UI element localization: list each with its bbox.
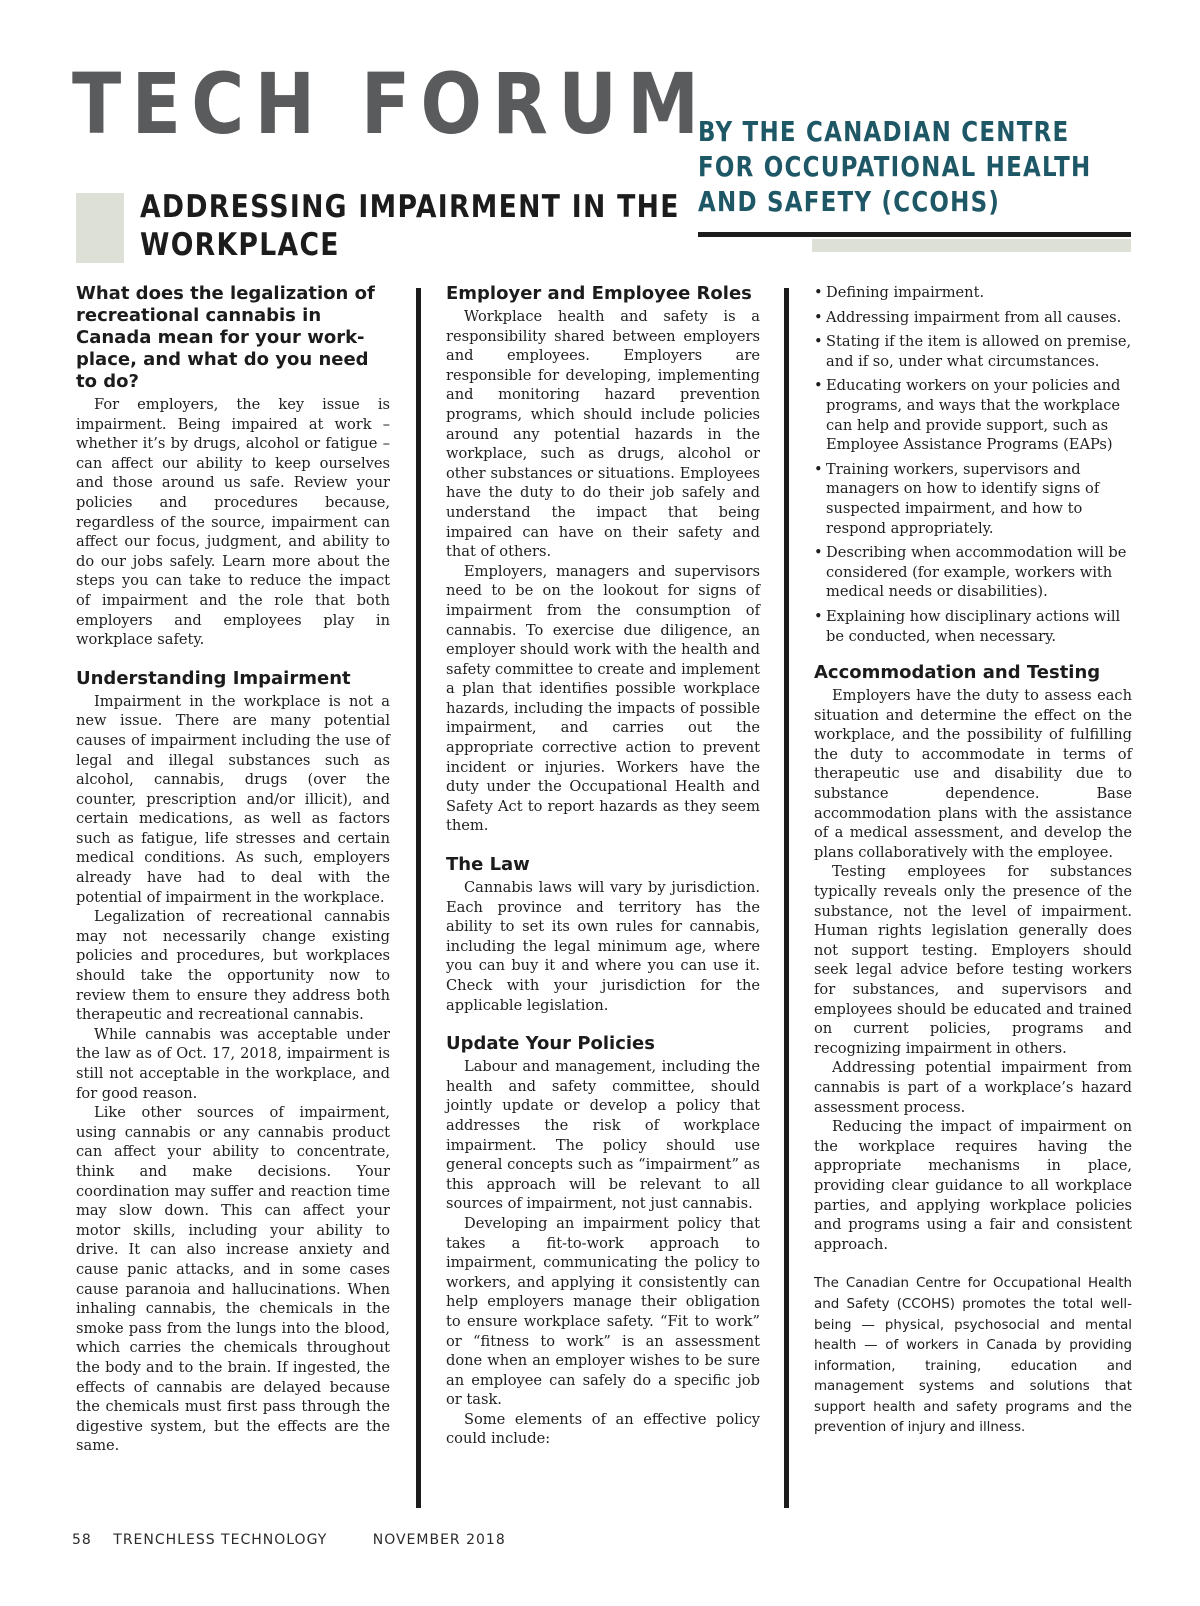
body-paragraph: Labour and management, including the health and safety committee, should jointly update or develop a policy that addresses the risk of workplace impairment. The policy should use general concepts such as “impairment” as this approach will be relevant to all sources of impairment, not just cannabis.: [446, 1058, 760, 1213]
title-accent-block: [76, 193, 124, 263]
list-item: • Stating if the item is allowed on premise, and if so, under what circumstances.: [814, 332, 1132, 371]
about-ccohs: The Canadian Centre for Occupational Health and Safety (CCOHS) promotes the total well-being — physical, psychosocial and mental health — of workers in Canada by providing information, training, education and management systems and solutions that support health and safety programs and the prevention of injury and illness.: [814, 1276, 1132, 1436]
body-paragraph: Workplace health and safety is a responsibility shared between employers and employees. Employers are responsible for developing, implementing and monitoring hazard prevention programs, which should include policies around any potential hazards in the workplace, such as drugs, alcohol or other substances or situations. Employees have the duty to do their job safely and understand the impact that being impaired can have on their safety and that of others.: [446, 308, 760, 561]
page-number: 58: [72, 1532, 92, 1548]
publication-name: TRENCHLESS TECHNOLOGY: [113, 1532, 328, 1548]
masthead: TECH FORUM: [72, 55, 710, 153]
intro-paragraph: For employers, the key issue is impairment. Being impaired at work – whether it’s by drugs, alcohol or fatigue – can affect our ability to keep ourselves and those around us safe. Review your policies and procedures because, regardless of the source, impairment can affect our focus, judgment, and ability to do our jobs safely. Learn more about the steps you can take to reduce the impact of impairment and the role that both employers and employees play in workplace safety.: [76, 396, 390, 649]
article-title-line: ADDRESSING IMPAIRMENT IN THE: [140, 189, 680, 225]
section-heading-update-your-policies: Update Your Policies: [446, 1033, 655, 1055]
byline-line: FOR OCCUPATIONAL HEALTH: [698, 150, 1092, 183]
body-paragraph: While cannabis was acceptable under the law as of Oct. 17, 2018, impairment is still not acceptable in the workplace, and for good reason.: [76, 1025, 390, 1102]
list-item: • Addressing impairment from all causes.: [814, 308, 1132, 328]
intro-question: What does the legalization of recreational cannabis in Canada mean for your work-place, and what do you need to do?: [76, 283, 375, 392]
list-item: • Describing when accommodation will be considered (for example, workers with medical needs or disabilities).: [814, 543, 1132, 602]
body-paragraph: Addressing potential impairment from cannabis is part of a workplace’s hazard assessment process.: [814, 1059, 1132, 1116]
column-divider-1: [416, 288, 421, 1508]
column-3: [814, 283, 1132, 1439]
byline-line: BY THE CANADIAN CENTRE: [698, 115, 1070, 148]
byline-line: AND SAFETY (CCOHS): [698, 185, 1001, 218]
list-item: • Defining impairment.: [814, 283, 1132, 303]
body-paragraph: Developing an impairment policy that takes a fit-to-work approach to impairment, communicating the policy to workers, and applying it consistently can help employers manage their obligation to ensure workplace safety. “Fit to work” or “fitness to work” is an assessment done when an employer wishes to be sure an employee can safely do a specific job or task.: [446, 1214, 760, 1409]
body-paragraph: Impairment in the workplace is not a new issue. There are many potential causes of impairment including the use of legal and illegal substances such as alcohol, cannabis, drugs (over the counter, prescription and/or illicit), and certain medications, as well as factors such as fatigue, life stresses and certain medical conditions. As such, employers already have had to deal with the potential of impairment in the workplace.: [76, 692, 390, 906]
body-paragraph: Legalization of recreational cannabis may not necessarily change existing policies and procedures, but workplaces should take the opportunity now to review them to ensure they address both therapeutic and recreational cannabis.: [76, 908, 390, 1024]
column-2: [446, 283, 760, 1449]
body-paragraph: Testing employees for substances typically reveals only the presence of the substance, not the level of impairment. Human rights legislation generally does not support testing. Employers should seek legal advice before testing workers for substances, and supervisors and employees should be educated and trained on current policies, programs and recognizing impairment in others.: [814, 863, 1132, 1057]
issue-date: NOVEMBER 2018: [372, 1532, 506, 1548]
section-heading-employer-employee-roles: Employer and Employee Roles: [446, 283, 752, 304]
body-paragraph: Cannabis laws will vary by jurisdiction. Each province and territory has the ability to set its own rules for cannabis, including the legal minimum age, where you can buy it and where you can use it. Check with your jurisdiction for the applicable legislation.: [446, 879, 760, 1014]
article-title-line: WORKPLACE: [140, 227, 340, 263]
column-divider-2: [784, 288, 789, 1508]
list-item: • Explaining how disciplinary actions will be conducted, when necessary.: [814, 607, 1132, 646]
byline-accent-band: [812, 239, 1131, 252]
section-heading-accommodation-testing: Accommodation and Testing: [814, 662, 1101, 684]
page-footer: [72, 1532, 522, 1548]
body-paragraph: Reducing the impact of impairment on the workplace requires having the appropriate mechanisms in place, providing clear guidance to all workplace parties, and applying workplace policies and programs using a fair and consistent approach.: [814, 1118, 1132, 1253]
article-title: [140, 188, 680, 264]
byline-rule: [698, 232, 1131, 237]
body-paragraph: Employers have the duty to assess each situation and determine the effect on the workplace, and the possibility of fulfilling the duty to accommodate in terms of therapeutic use and disability due to substance dependence. Base accommodation plans with the assistance of a medical assessment, and develop the plans collaboratively with the employee.: [814, 687, 1132, 861]
body-paragraph: Like other sources of impairment, using cannabis or any cannabis product can affect your ability to concentrate, think and make decisions. Your coordination may suffer and reaction time may slow down. This can affect your motor skills, including your ability to drive. It can also increase anxiety and cause panic attacks, and in some cases cause paranoia and hallucinations. When inhaling cannabis, the chemicals in the smoke pass from the lungs into the blood, which carries the chemicals throughout the body and to the brain. If ingested, the effects of cannabis are delayed because the chemicals must first pass through the digestive system, but the effects are the same.: [76, 1104, 390, 1455]
list-item: • Educating workers on your policies and programs, and ways that the workplace can help and provide support, such as Employee Assistance Programs (EAPs): [814, 376, 1132, 454]
column-1: [76, 283, 390, 1456]
body-paragraph: Employers, managers and supervisors need to be on the lookout for signs of impairment from the consumption of cannabis. To exercise due diligence, an employer should work with the health and safety committee to create and implement a plan that identifies possible workplace hazards, including the impacts of possible impairment, and carries out the appropriate corrective action to prevent incident or injuries. Workers have the duty under the Occupational Health and Safety Act to report hazards as they seem them.: [446, 562, 760, 835]
list-item: • Training workers, supervisors and managers on how to identify signs of suspected impairment, and how to respond appropriately.: [814, 460, 1132, 538]
policy-elements-list: [814, 283, 1132, 646]
section-heading-the-law: The Law: [446, 854, 530, 876]
section-heading-understanding-impairment: Understanding Impairment: [76, 667, 351, 689]
body-paragraph: Some elements of an effective policy could include:: [446, 1410, 760, 1448]
byline: [698, 114, 1091, 219]
